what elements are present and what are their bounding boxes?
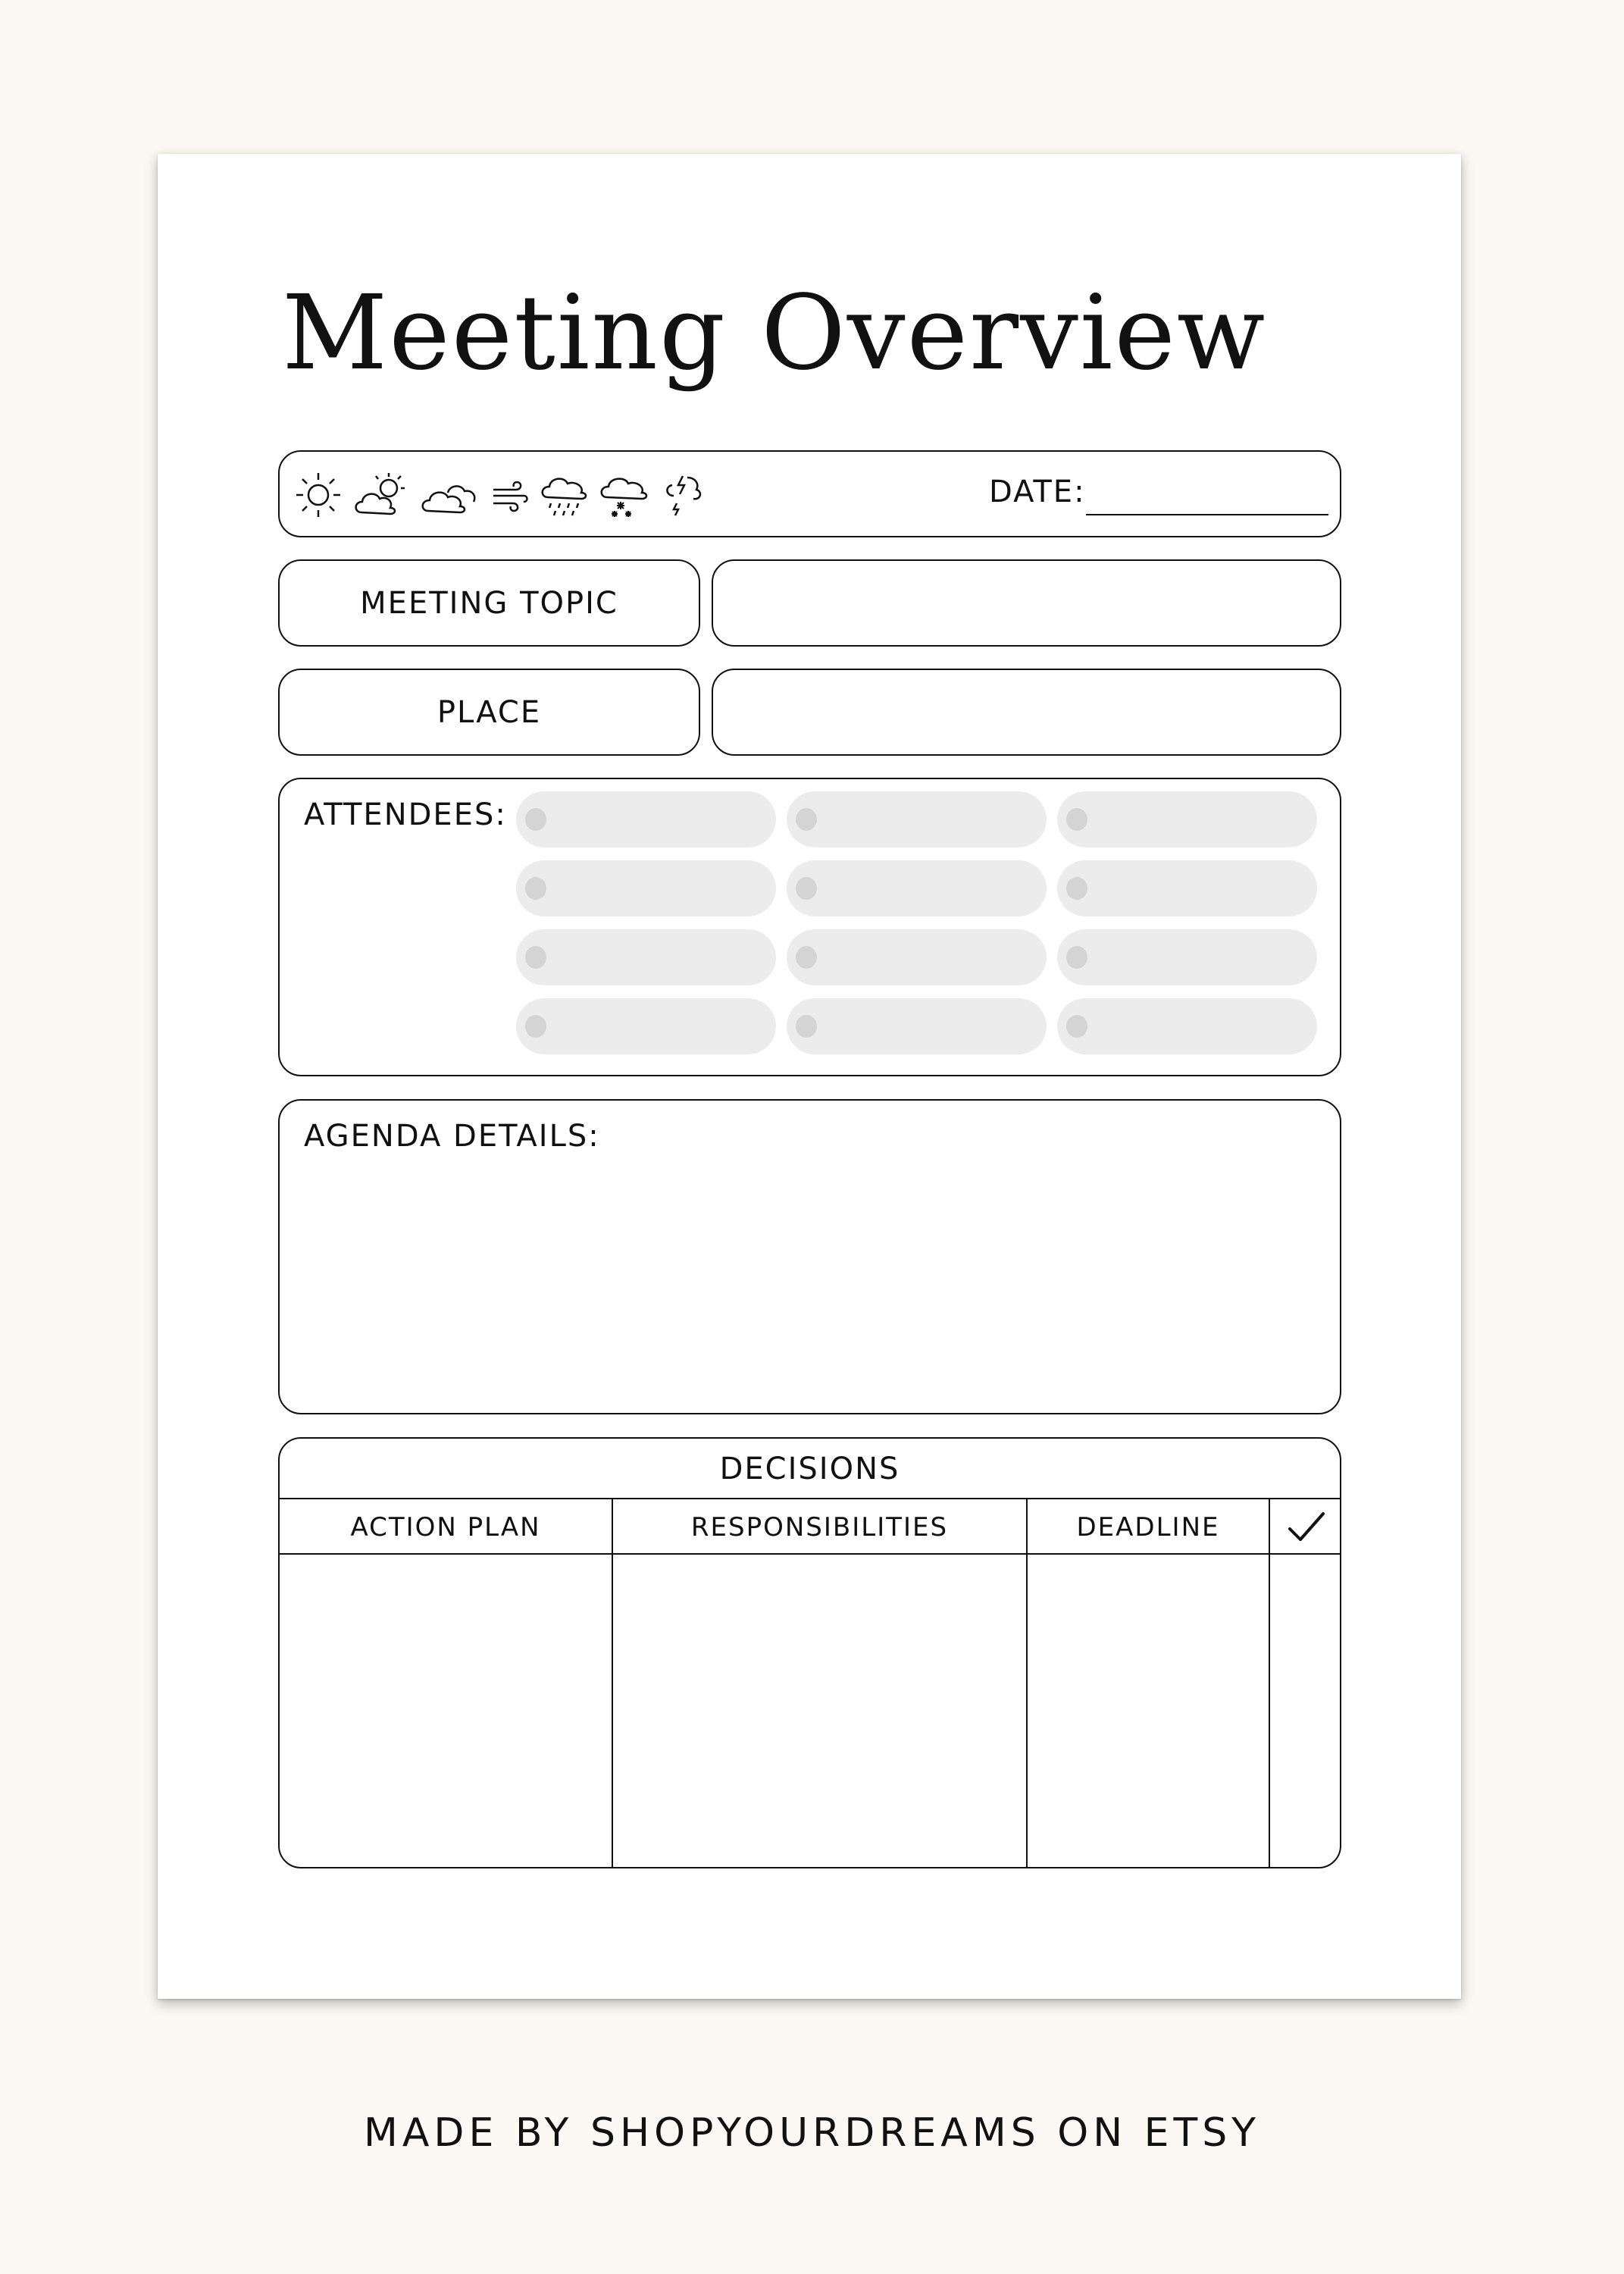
column-header-deadline: DEADLINE	[1076, 1512, 1220, 1543]
place-label: PLACE	[437, 694, 542, 730]
sun-icon[interactable]	[293, 470, 343, 520]
footer-credit: MADE BY SHOPYOURDREAMS ON ETSY	[363, 2110, 1261, 2156]
attendee-slot[interactable]	[787, 860, 1047, 916]
attendee-slot[interactable]	[1057, 860, 1317, 916]
attendee-slot[interactable]	[1057, 929, 1317, 985]
deadline-cell[interactable]	[1028, 1555, 1269, 1867]
decisions-title: DECISIONS	[719, 1452, 900, 1486]
responsibilities-cell[interactable]	[613, 1555, 1026, 1867]
attendee-slot[interactable]	[787, 929, 1047, 985]
done-checkbox-cell[interactable]	[1270, 1555, 1341, 1867]
attendee-slot[interactable]	[516, 998, 776, 1054]
cloudy-icon[interactable]	[419, 470, 481, 520]
rain-icon[interactable]	[539, 470, 589, 520]
snow-icon[interactable]	[598, 470, 651, 520]
attendee-slot[interactable]	[516, 791, 776, 847]
attendees-label: ATTENDEES:	[304, 797, 507, 832]
date-input-line[interactable]	[1086, 514, 1328, 515]
decisions-table	[278, 1437, 1341, 1868]
attendee-slot[interactable]	[516, 860, 776, 916]
attendee-slot[interactable]	[787, 791, 1047, 847]
agenda-section[interactable]	[278, 1099, 1341, 1414]
column-header-action-plan: ACTION PLAN	[350, 1512, 541, 1543]
date-label: DATE:	[989, 475, 1086, 509]
weather-icons	[293, 470, 706, 520]
check-icon	[1270, 1501, 1341, 1554]
place-label-box	[278, 669, 700, 756]
attendee-slot[interactable]	[516, 929, 776, 985]
place-field[interactable]	[712, 669, 1341, 756]
action-plan-cell[interactable]	[280, 1555, 612, 1867]
thunderstorm-icon[interactable]	[660, 470, 706, 520]
meeting-topic-field[interactable]	[712, 559, 1341, 647]
column-header-responsibilities: RESPONSIBILITIES	[690, 1512, 949, 1543]
page-title: Meeting Overview	[282, 274, 1267, 393]
attendee-slot[interactable]	[1057, 998, 1317, 1054]
partly-cloudy-icon[interactable]	[352, 470, 410, 520]
attendee-slot[interactable]	[787, 998, 1047, 1054]
attendees-section	[278, 778, 1341, 1076]
table-divider	[280, 1498, 1340, 1499]
meeting-topic-label: MEETING TOPIC	[360, 585, 618, 621]
agenda-label: AGENDA DETAILS:	[304, 1119, 600, 1154]
meeting-topic-label-box	[278, 559, 700, 647]
weather-date-row	[278, 450, 1341, 537]
attendee-slot[interactable]	[1057, 791, 1317, 847]
wind-icon[interactable]	[490, 470, 530, 520]
